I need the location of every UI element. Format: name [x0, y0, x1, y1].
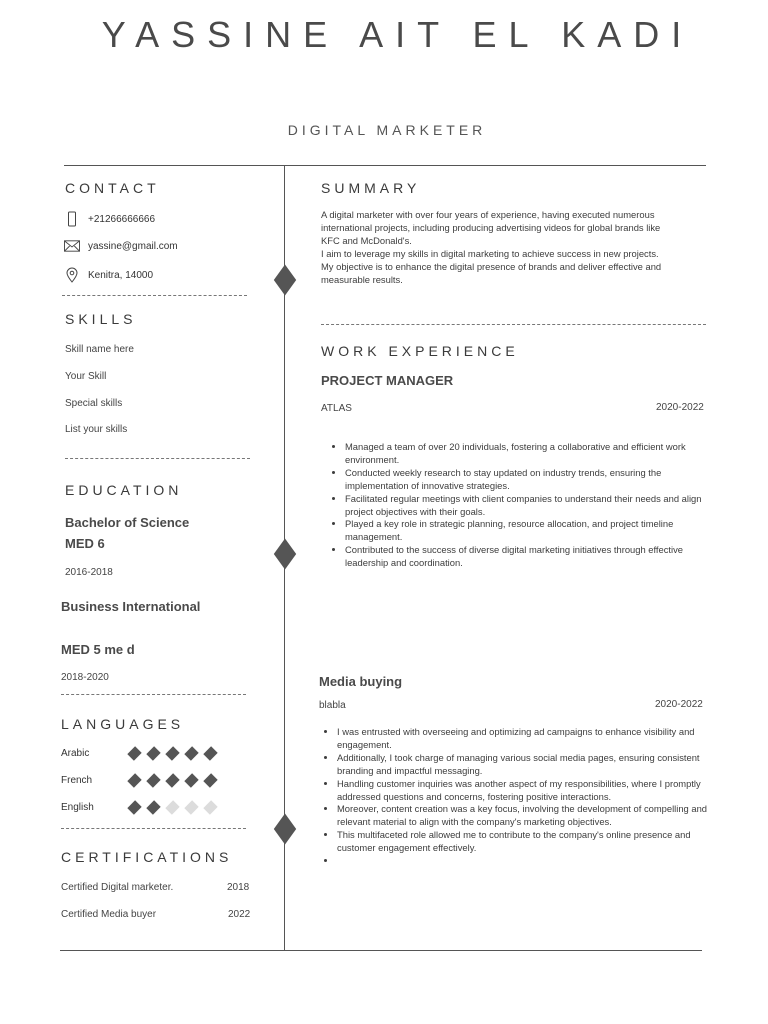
job-title: Media buying — [319, 674, 403, 689]
summary-line: My objective is to enhance the digital presence of brands and deliver effective and — [321, 260, 662, 272]
bottom-divider — [60, 950, 702, 951]
level-diamond-filled — [127, 746, 141, 760]
section-divider — [61, 694, 246, 695]
job-bullet — [337, 855, 711, 868]
skill-item: Special skills — [65, 398, 123, 409]
job-role: DIGITAL MARKETER — [287, 122, 487, 138]
level-diamond-filled — [165, 773, 179, 787]
job-bullet: • Moreover, content creation was a key focus, involving the development of compelling and relevant material to align with the company's marketing objectives. — [337, 803, 711, 829]
job-bullet: • This multifaceted role allowed me to contribute to the company's online presence and customer engagement effectively. — [337, 829, 711, 855]
skill-item: Your Skill — [65, 371, 107, 382]
job-title: PROJECT MANAGER — [321, 373, 454, 388]
contact-heading: CONTACT — [65, 180, 160, 196]
education-years: 2018-2020 — [61, 672, 109, 683]
contact-location — [64, 267, 153, 283]
phone-icon — [64, 211, 80, 227]
job-bullet: • Conducted weekly research to stay updated on industry trends, ensuring the implementation of innovative strategies. — [345, 467, 711, 493]
job-bullet: • Additionally, I took charge of managing various social media pages, ensuring consistent branding and impactful messaging. — [337, 752, 711, 778]
summary-line: measurable results. — [321, 273, 403, 285]
certification-year: 2018 — [227, 882, 250, 893]
level-diamond-filled — [146, 800, 160, 814]
job-bullets — [321, 441, 711, 570]
level-diamond-empty — [184, 800, 198, 814]
education-school: MED 5 me d — [61, 642, 135, 657]
contact-email — [64, 238, 178, 254]
summary-line: KFC and McDonald's. — [321, 234, 412, 246]
summary-heading: SUMMARY — [321, 180, 421, 196]
certification-name: Certified Media buyer — [61, 909, 157, 920]
contact-phone — [64, 211, 155, 227]
education-heading: EDUCATION — [65, 482, 183, 498]
section-divider — [65, 458, 250, 459]
level-diamond-filled — [203, 746, 217, 760]
level-diamond-empty — [203, 800, 217, 814]
level-diamond-empty — [165, 800, 179, 814]
job-bullet: • Contributed to the success of diverse digital marketing initiatives through effective leadership and coordination. — [345, 544, 711, 570]
language-name: French — [61, 775, 93, 786]
job-company: ATLAS — [321, 403, 352, 414]
job-bullet: • Handling customer inquiries was another aspect of my responsibilities, where I promptly addressed questions and concerns, fostering positive interactions. — [337, 778, 711, 804]
envelope-icon — [64, 238, 80, 254]
timeline-marker — [274, 813, 296, 844]
language-row — [61, 775, 216, 786]
summary-line: A digital marketer with over four years of experience, having executed numerous — [321, 209, 655, 220]
education-years: 2016-2018 — [65, 567, 113, 578]
timeline-marker — [274, 538, 296, 569]
email-address[interactable]: yassine@gmail.com — [88, 240, 178, 252]
section-divider — [61, 828, 246, 829]
skills-heading: SKILLS — [65, 311, 137, 327]
language-level — [129, 775, 216, 786]
job-bullet: • Facilitated regular meetings with client companies to understand their needs and align project objectives with their goals. — [345, 493, 711, 519]
level-diamond-filled — [146, 773, 160, 787]
education-school: MED 6 — [65, 536, 105, 551]
job-bullet: • Played a key role in strategic planning, resource allocation, and project timeline management. — [345, 518, 711, 544]
summary-line: international projects, including producing advertising videos for global brands like — [321, 221, 661, 233]
summary-line: I aim to leverage my skills in digital marketing to achieve success in new projects. — [321, 247, 659, 259]
education-degree: Business International — [61, 599, 201, 614]
section-divider — [62, 295, 247, 296]
language-level — [129, 748, 216, 759]
work-experience-heading: WORK EXPERIENCE — [321, 343, 519, 359]
summary-text — [321, 209, 711, 286]
language-row — [61, 748, 216, 759]
level-diamond-filled — [146, 746, 160, 760]
job-years: 2020-2022 — [655, 699, 703, 710]
language-level — [129, 802, 216, 813]
timeline-marker — [274, 264, 296, 295]
job-years: 2020-2022 — [656, 402, 704, 413]
certification-year: 2022 — [228, 909, 251, 920]
job-company: blabla — [319, 700, 346, 711]
language-name: Arabic — [61, 748, 90, 759]
languages-heading: LANGUAGES — [61, 716, 185, 732]
language-name: English — [61, 802, 94, 813]
job-bullets — [313, 726, 711, 868]
level-diamond-filled — [184, 746, 198, 760]
level-diamond-filled — [165, 746, 179, 760]
level-diamond-filled — [203, 773, 217, 787]
job-bullet: • I was entrusted with overseeing and optimizing ad campaigns to enhance visibility and engagement. — [337, 726, 711, 752]
certifications-heading: CERTIFICATIONS — [61, 849, 233, 865]
level-diamond-filled — [127, 773, 141, 787]
section-divider — [321, 324, 706, 325]
certification-name: Certified Digital marketer. — [61, 882, 174, 893]
level-diamond-filled — [127, 800, 141, 814]
job-bullet: • Managed a team of over 20 individuals, fostering a collaborative and efficient work environment. — [345, 441, 711, 467]
top-divider — [64, 165, 706, 166]
language-row — [61, 802, 216, 813]
level-diamond-filled — [184, 773, 198, 787]
skill-item: Skill name here — [65, 344, 134, 355]
education-degree: Bachelor of Science — [65, 515, 190, 530]
location-text: Kenitra, 14000 — [88, 269, 154, 281]
skill-item: List your skills — [65, 424, 128, 435]
map-pin-icon — [64, 267, 80, 283]
candidate-name: YASSINE AIT EL KADI — [101, 14, 694, 55]
phone-number[interactable]: +21266666666 — [88, 213, 156, 225]
